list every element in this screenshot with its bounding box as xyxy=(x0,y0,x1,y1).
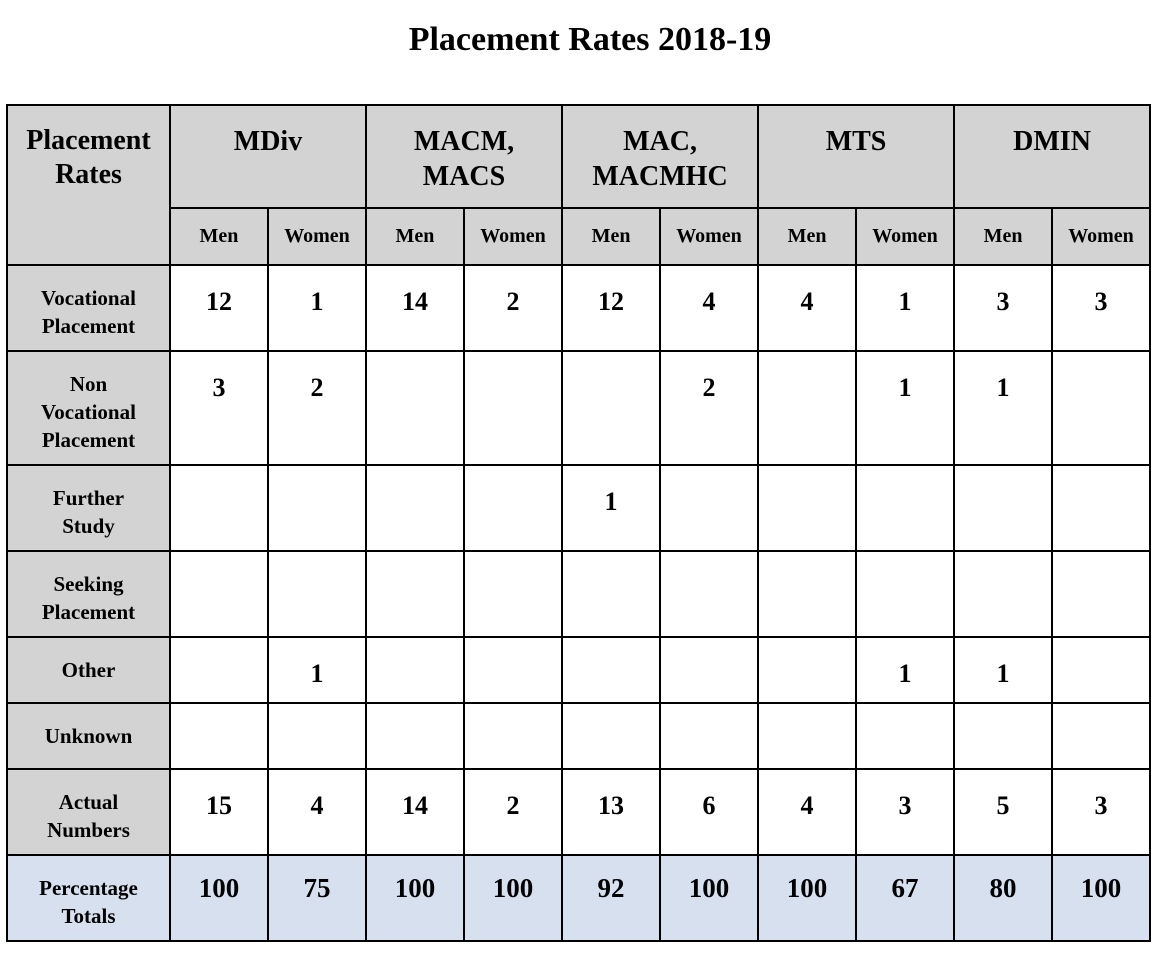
table-cell: 1 xyxy=(954,637,1052,703)
table-cell: 92 xyxy=(562,855,660,941)
table-cell xyxy=(170,703,268,769)
table-cell xyxy=(170,465,268,551)
table-cell: 1 xyxy=(856,351,954,465)
table-cell xyxy=(170,637,268,703)
table-cell: 75 xyxy=(268,855,366,941)
table-cell: 2 xyxy=(464,769,562,855)
row-label-text: Vocational xyxy=(41,286,136,310)
table-cell xyxy=(268,551,366,637)
corner-header-text: Rates xyxy=(55,159,122,190)
table-cell xyxy=(660,637,758,703)
table-cell xyxy=(366,551,464,637)
program-header-text: MACM, xyxy=(413,126,515,157)
row-label xyxy=(7,465,170,551)
table-cell: 100 xyxy=(758,855,856,941)
table-cell xyxy=(954,703,1052,769)
table-cell xyxy=(464,637,562,703)
table-cell xyxy=(562,551,660,637)
gender-subheader: Women xyxy=(268,208,366,265)
row-label xyxy=(7,855,170,941)
table-cell xyxy=(464,551,562,637)
row-label-text: Study xyxy=(62,514,115,538)
table-cell: 100 xyxy=(1052,855,1150,941)
table-cell xyxy=(464,465,562,551)
table-cell: 14 xyxy=(366,769,464,855)
row-label-text: Vocational xyxy=(41,400,136,424)
table-cell xyxy=(1052,551,1150,637)
table-cell: 4 xyxy=(268,769,366,855)
table-cell: 12 xyxy=(170,265,268,351)
row-label-text: Actual xyxy=(58,790,119,814)
table-cell: 13 xyxy=(562,769,660,855)
table-cell: 4 xyxy=(758,265,856,351)
table-cell: 15 xyxy=(170,769,268,855)
table-cell xyxy=(954,551,1052,637)
row-label-text: Percentage xyxy=(39,876,138,900)
table-cell xyxy=(562,703,660,769)
table-cell xyxy=(758,351,856,465)
row-label-text: Seeking xyxy=(53,572,124,596)
gender-header-row xyxy=(7,208,1150,265)
table-cell: 14 xyxy=(366,265,464,351)
row-label xyxy=(7,265,170,351)
table-cell: 1 xyxy=(268,265,366,351)
gender-subheader: Men xyxy=(366,208,464,265)
gender-subheader: Men xyxy=(758,208,856,265)
table-cell: 1 xyxy=(954,351,1052,465)
table-cell xyxy=(856,465,954,551)
program-header-text: MAC, xyxy=(623,126,697,157)
row-label-text: Placement xyxy=(41,428,136,452)
row-label-text: Unknown xyxy=(44,724,133,748)
corner-header xyxy=(7,105,170,265)
program-header-text: MACS xyxy=(422,161,506,192)
table-cell xyxy=(954,465,1052,551)
table-cell: 80 xyxy=(954,855,1052,941)
placement-table xyxy=(6,104,1151,942)
program-header xyxy=(366,105,562,208)
table-cell: 12 xyxy=(562,265,660,351)
table-cell: 3 xyxy=(1052,265,1150,351)
program-header xyxy=(954,105,1150,208)
gender-subheader: Men xyxy=(954,208,1052,265)
program-header-text: MTS xyxy=(825,126,887,157)
table-row xyxy=(7,265,1150,351)
table-cell xyxy=(1052,351,1150,465)
table-cell: 5 xyxy=(954,769,1052,855)
row-label-text: Other xyxy=(61,658,116,682)
table-cell xyxy=(856,551,954,637)
table-cell xyxy=(1052,637,1150,703)
table-cell xyxy=(366,465,464,551)
gender-subheader: Women xyxy=(856,208,954,265)
table-cell: 3 xyxy=(170,351,268,465)
table-row xyxy=(7,855,1150,941)
program-header xyxy=(170,105,366,208)
row-label xyxy=(7,551,170,637)
table-cell xyxy=(758,551,856,637)
table-cell: 1 xyxy=(856,637,954,703)
gender-subheader: Men xyxy=(562,208,660,265)
table-row xyxy=(7,769,1150,855)
row-label xyxy=(7,351,170,465)
gender-subheader: Women xyxy=(464,208,562,265)
table-cell xyxy=(1052,465,1150,551)
table-row xyxy=(7,637,1150,703)
row-label-text: Placement xyxy=(41,600,136,624)
table-cell: 1 xyxy=(268,637,366,703)
row-label-text: Totals xyxy=(61,904,116,928)
table-cell: 6 xyxy=(660,769,758,855)
table-cell xyxy=(758,703,856,769)
row-label-text: Further xyxy=(52,486,125,510)
table-cell xyxy=(464,703,562,769)
table-cell xyxy=(660,703,758,769)
table-cell xyxy=(268,465,366,551)
table-cell: 3 xyxy=(856,769,954,855)
table-cell xyxy=(366,703,464,769)
program-header xyxy=(562,105,758,208)
gender-subheader: Women xyxy=(1052,208,1150,265)
table-cell: 4 xyxy=(758,769,856,855)
program-header-row xyxy=(7,105,1150,208)
table-cell xyxy=(366,637,464,703)
table-cell xyxy=(660,465,758,551)
table-row xyxy=(7,551,1150,637)
table-cell xyxy=(1052,703,1150,769)
table-cell xyxy=(366,351,464,465)
table-row xyxy=(7,351,1150,465)
row-label-text: Non xyxy=(69,372,108,396)
table-cell: 2 xyxy=(464,265,562,351)
row-label xyxy=(7,703,170,769)
table-row xyxy=(7,703,1150,769)
table-cell xyxy=(562,351,660,465)
table-cell: 100 xyxy=(170,855,268,941)
table-cell: 100 xyxy=(464,855,562,941)
table-cell xyxy=(758,465,856,551)
row-label xyxy=(7,637,170,703)
gender-subheader: Women xyxy=(660,208,758,265)
table-cell xyxy=(758,637,856,703)
program-header xyxy=(758,105,954,208)
row-label-text: Placement xyxy=(41,314,136,338)
row-label xyxy=(7,769,170,855)
table-cell: 2 xyxy=(660,351,758,465)
page-title: Placement Rates 2018-19 xyxy=(408,21,772,58)
table-cell xyxy=(856,703,954,769)
gender-subheader: Men xyxy=(170,208,268,265)
table-cell: 100 xyxy=(366,855,464,941)
table-cell: 100 xyxy=(660,855,758,941)
table-cell: 3 xyxy=(1052,769,1150,855)
table-cell: 4 xyxy=(660,265,758,351)
table-row xyxy=(7,465,1150,551)
program-header-text: MDiv xyxy=(233,126,303,157)
table-cell: 67 xyxy=(856,855,954,941)
program-header-text: DMIN xyxy=(1013,126,1091,157)
table-cell xyxy=(562,637,660,703)
table-cell xyxy=(170,551,268,637)
table-cell: 2 xyxy=(268,351,366,465)
corner-header-text: Placement xyxy=(26,125,151,156)
table-cell: 3 xyxy=(954,265,1052,351)
row-label-text: Numbers xyxy=(47,818,130,842)
table-cell xyxy=(268,703,366,769)
program-header-text: MACMHC xyxy=(592,161,728,192)
table-cell: 1 xyxy=(856,265,954,351)
table-cell xyxy=(660,551,758,637)
table-cell xyxy=(464,351,562,465)
table-cell: 1 xyxy=(562,465,660,551)
